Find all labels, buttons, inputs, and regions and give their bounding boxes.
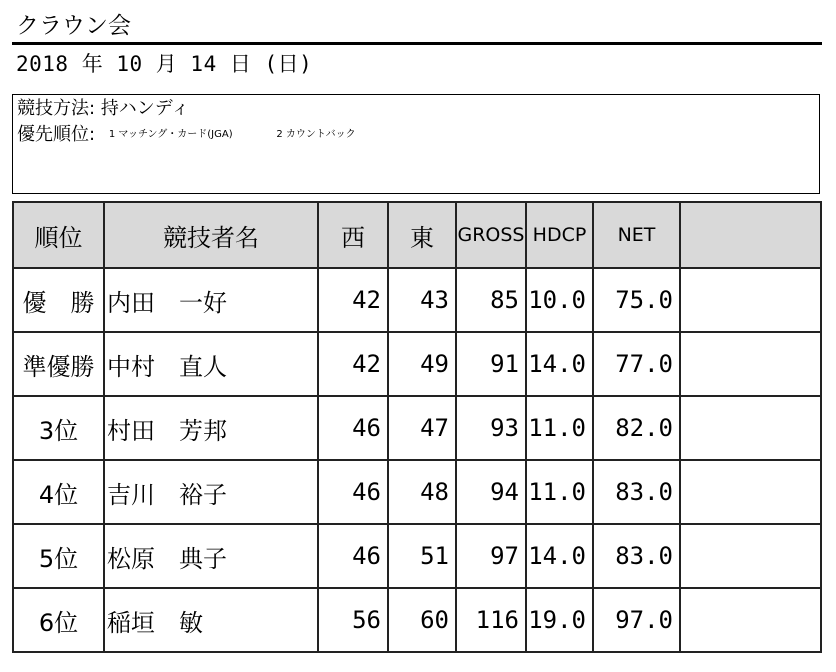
- extra-cell: [680, 396, 821, 460]
- east-cell: 49: [388, 332, 456, 396]
- net-cell: 75.0: [593, 268, 680, 332]
- hdcp-cell: 11.0: [526, 396, 593, 460]
- table-row: [13, 460, 821, 524]
- event-date: 2018 年 10 月 14 日 (日): [16, 52, 313, 76]
- rank-cell: 6位: [13, 588, 104, 652]
- results-table: [12, 201, 822, 653]
- hdcp-cell: 14.0: [526, 332, 593, 396]
- gross-cell: 91: [456, 332, 526, 396]
- rank-cell: 5位: [13, 524, 104, 588]
- name-cell: 中村 直人: [104, 332, 318, 396]
- name-cell: 内田 一好: [104, 268, 318, 332]
- west-cell: 42: [318, 332, 388, 396]
- name-cell: 松原 典子: [104, 524, 318, 588]
- hdcp-cell: 19.0: [526, 588, 593, 652]
- header-hdcp: HDCP: [526, 202, 593, 268]
- net-cell: 82.0: [593, 396, 680, 460]
- hdcp-cell: 14.0: [526, 524, 593, 588]
- hdcp-cell: 11.0: [526, 460, 593, 524]
- rank-cell: 3位: [13, 396, 104, 460]
- rank-cell: 優 勝: [13, 268, 104, 332]
- name-cell: 村田 芳邦: [104, 396, 318, 460]
- priority-2: 2 カウントバック: [276, 129, 356, 140]
- header-row: [13, 202, 821, 268]
- table-row: [13, 396, 821, 460]
- west-cell: 46: [318, 524, 388, 588]
- gross-cell: 85: [456, 268, 526, 332]
- extra-cell: [680, 332, 821, 396]
- method-row: [17, 97, 189, 121]
- priority-row: [17, 123, 356, 147]
- table-row: [13, 588, 821, 652]
- header-west: 西: [318, 202, 388, 268]
- west-cell: 46: [318, 396, 388, 460]
- header-rank: 順位: [13, 202, 104, 268]
- gross-cell: 116: [456, 588, 526, 652]
- title-underline: [12, 42, 822, 45]
- extra-cell: [680, 588, 821, 652]
- east-cell: 48: [388, 460, 456, 524]
- header-name: 競技者名: [104, 202, 318, 268]
- table-row: [13, 524, 821, 588]
- west-cell: 46: [318, 460, 388, 524]
- name-cell: 稲垣 敏: [104, 588, 318, 652]
- gross-cell: 97: [456, 524, 526, 588]
- rank-cell: 4位: [13, 460, 104, 524]
- header-net: NET: [593, 202, 680, 268]
- page-title: クラウン会: [16, 13, 131, 39]
- method-value: 持ハンディ: [100, 98, 190, 119]
- name-cell: 吉川 裕子: [104, 460, 318, 524]
- competition-info-box: [12, 94, 820, 194]
- west-cell: 56: [318, 588, 388, 652]
- net-cell: 77.0: [593, 332, 680, 396]
- extra-cell: [680, 268, 821, 332]
- rank-cell: 準優勝: [13, 332, 104, 396]
- net-cell: 83.0: [593, 460, 680, 524]
- gross-cell: 94: [456, 460, 526, 524]
- header-east: 東: [388, 202, 456, 268]
- extra-cell: [680, 460, 821, 524]
- table-row: [13, 332, 821, 396]
- hdcp-cell: 10.0: [526, 268, 593, 332]
- table-row: [13, 268, 821, 332]
- method-label: 競技方法:: [17, 98, 96, 119]
- gross-cell: 93: [456, 396, 526, 460]
- priority-label: 優先順位:: [17, 124, 96, 145]
- extra-cell: [680, 524, 821, 588]
- header-extra: [680, 202, 821, 268]
- header-gross: GROSS: [456, 202, 526, 268]
- net-cell: 97.0: [593, 588, 680, 652]
- priority-1: 1 マッチング・カード(JGA): [108, 129, 233, 140]
- east-cell: 43: [388, 268, 456, 332]
- east-cell: 47: [388, 396, 456, 460]
- west-cell: 42: [318, 268, 388, 332]
- net-cell: 83.0: [593, 524, 680, 588]
- east-cell: 51: [388, 524, 456, 588]
- east-cell: 60: [388, 588, 456, 652]
